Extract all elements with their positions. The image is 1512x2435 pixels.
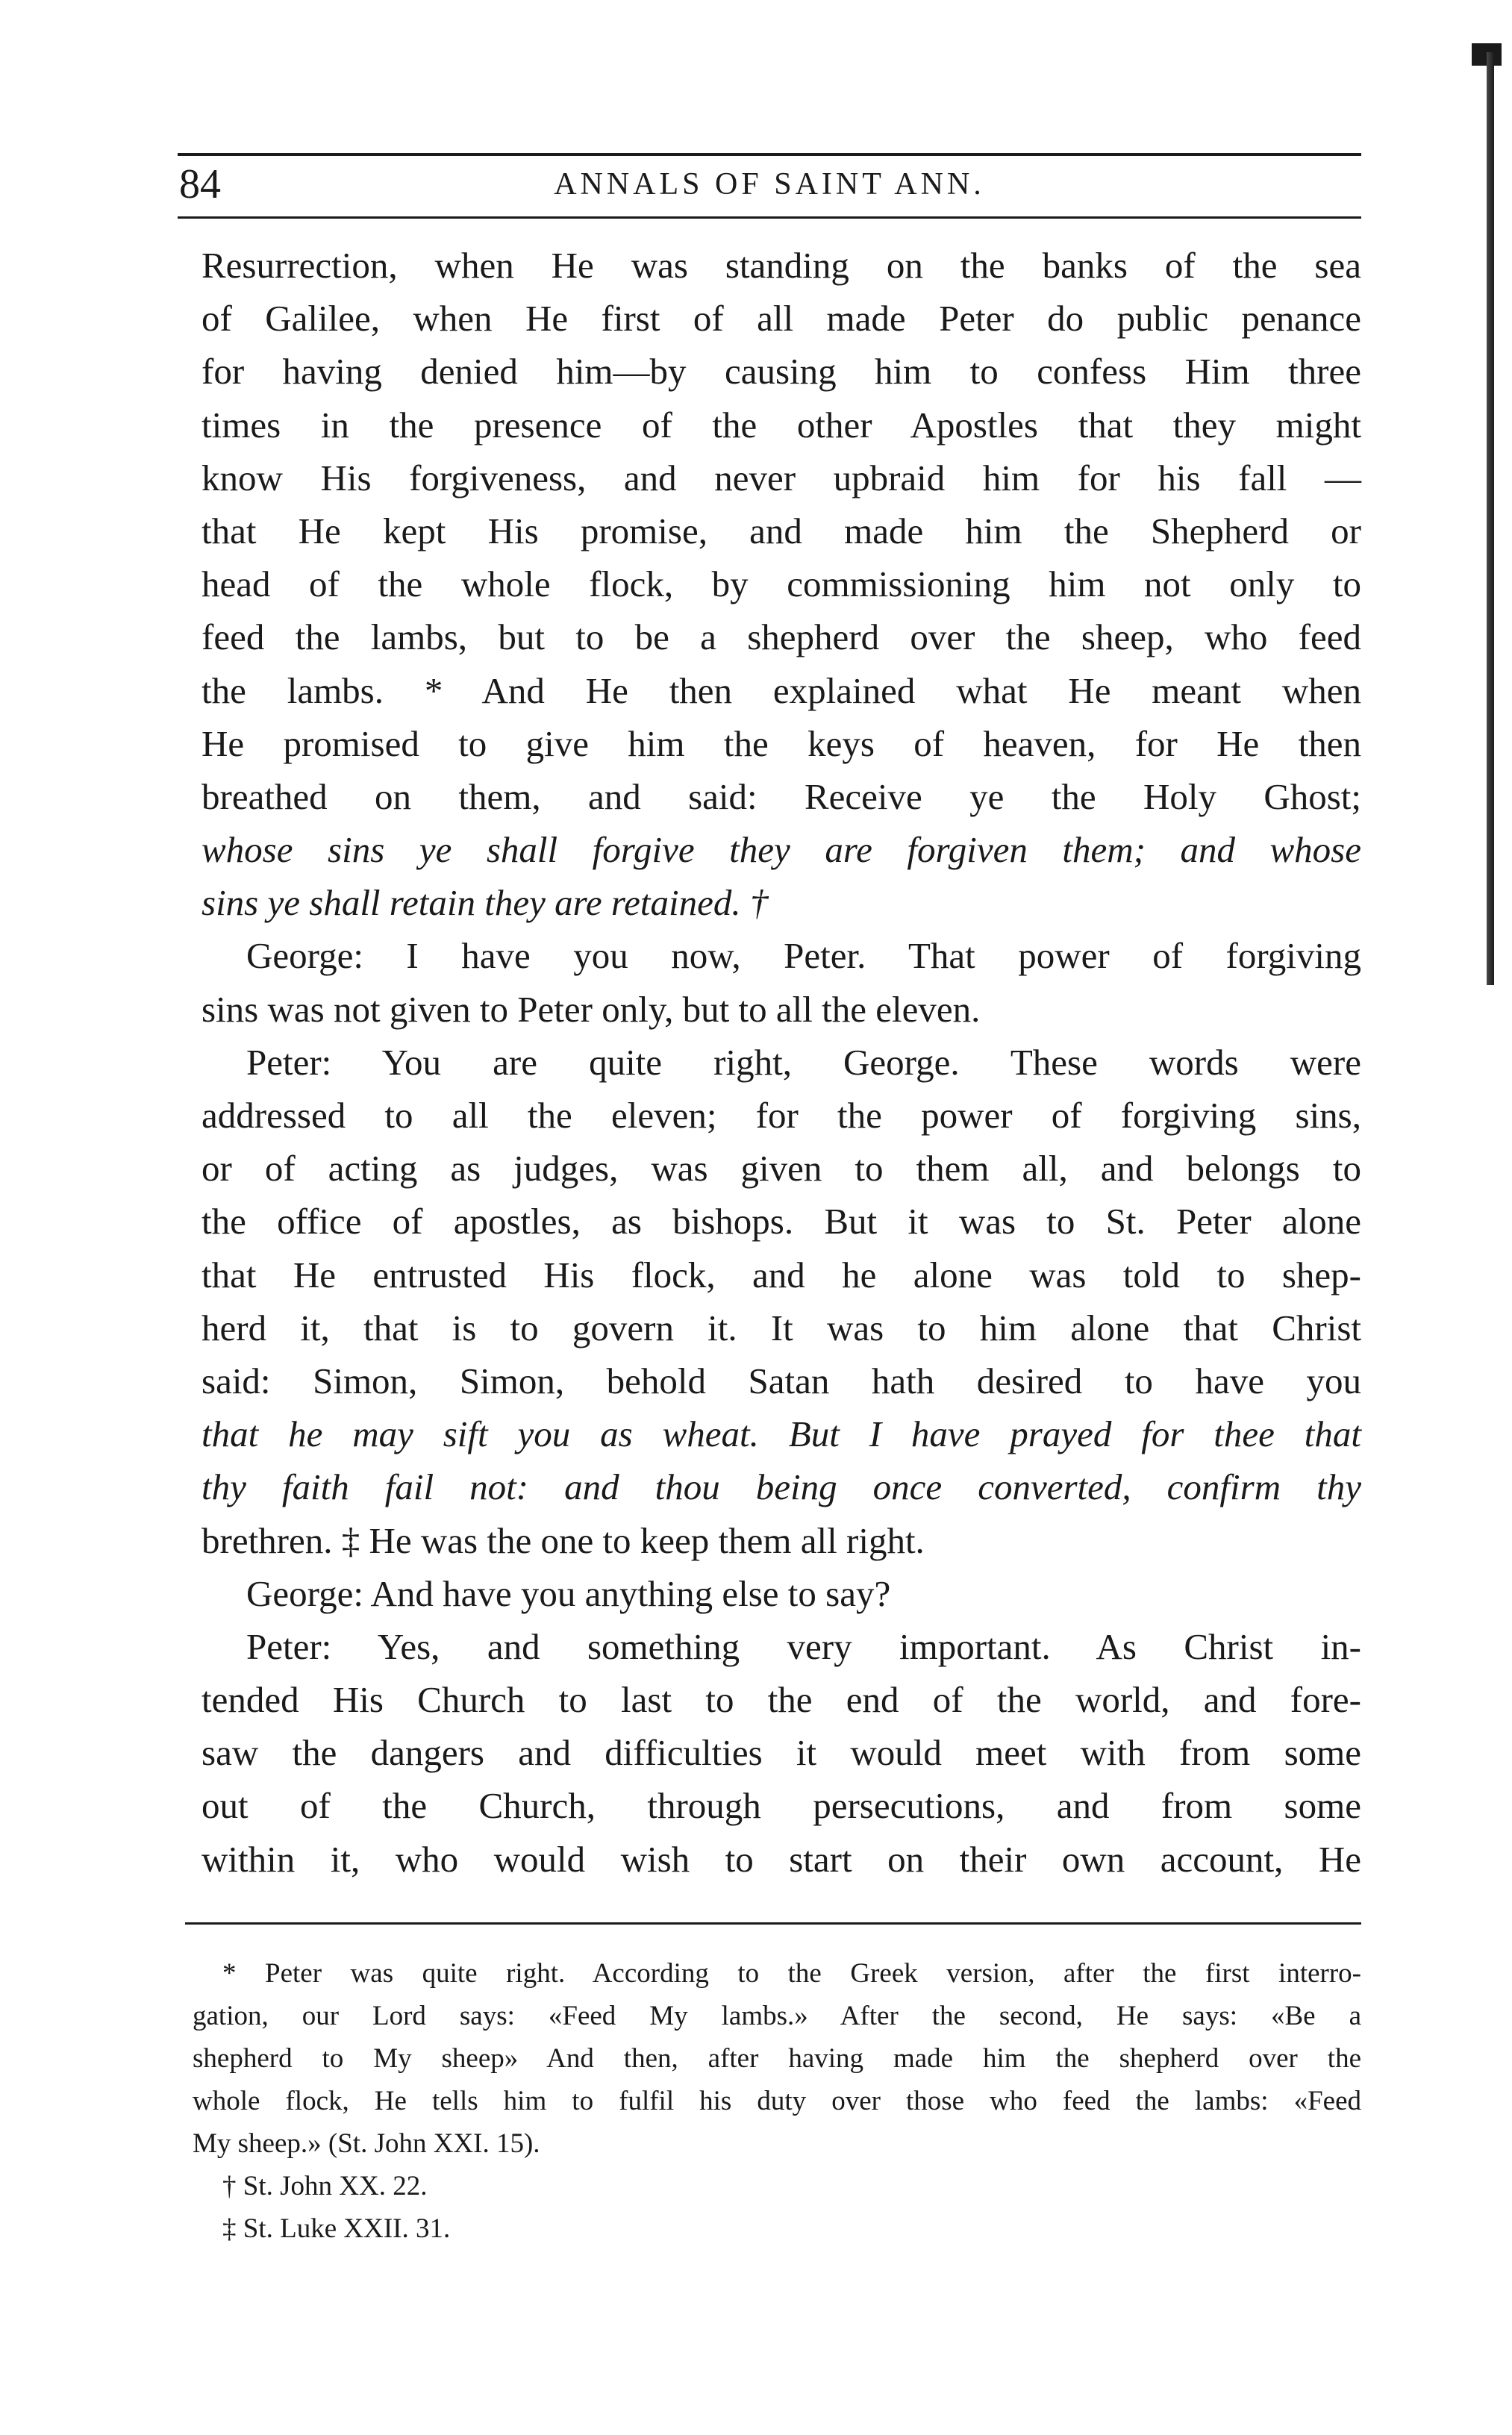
body-line: for having denied him—by causing him to confess Him three <box>202 351 1361 393</box>
footnote-line: * Peter was quite right. According to the Greek version, after the first interro- <box>222 1958 1361 1989</box>
body-line: the office of apostles, as bishops. But it was to St. Peter alone <box>202 1201 1361 1242</box>
body-line: He promised to give him the keys of heaven, for He then <box>202 722 1361 764</box>
body-line: Peter: Yes, and something very important. As Christ in- <box>246 1625 1361 1667</box>
body-text <box>202 239 1361 1886</box>
running-title: ANNALS OF SAINT ANN. <box>554 167 985 201</box>
body-line: saw the dangers and difficulties it would meet with from some <box>202 1732 1361 1774</box>
body-line: out of the Church, through persecutions, and from some <box>202 1785 1361 1827</box>
body-line: sins was not given to Peter only, but to all the eleven. <box>202 988 981 1030</box>
footnote-line: gation, our Lord says: «Feed My lambs.» After the second, He says: «Be a <box>193 2001 1361 2031</box>
body-line: Peter: You are quite right, George. These words were <box>246 1041 1361 1083</box>
body-line: that he may sift you as wheat. But I have prayed for thee that <box>202 1413 1361 1455</box>
footnote-line: My sheep.» (St. John XXI. 15). <box>193 2128 540 2159</box>
footnote-line: whole flock, He tells him to fulfil his duty over those who feed the lambs: «Feed <box>193 2086 1361 2116</box>
body-line: thy faith fail not: and thou being once converted, confirm thy <box>202 1466 1361 1508</box>
footnotes <box>193 1952 1361 2250</box>
body-line: the lambs. * And He then explained what He meant when <box>202 669 1361 711</box>
body-line: times in the presence of the other Apostles that they might <box>202 404 1361 446</box>
body-line: tended His Church to last to the end of the world, and fore- <box>202 1679 1361 1721</box>
footnote-line: shepherd to My sheep» And then, after having made him the shepherd over the <box>193 2043 1361 2074</box>
body-line: George: I have you now, Peter. That power of forgiving <box>246 935 1361 977</box>
body-line: herd it, that is to govern it. It was to him alone that Christ <box>202 1307 1361 1348</box>
body-line: whose sins ye shall forgive they are forgiven them; and whose <box>202 829 1361 871</box>
body-line: feed the lambs, but to be a shepherd over the sheep, who feed <box>202 616 1361 658</box>
footnote-line: † St. John XX. 22. <box>222 2171 428 2201</box>
body-line: know His forgiveness, and never upbraid him for his fall — <box>202 457 1361 498</box>
page-number: 84 <box>179 161 221 207</box>
page-edge-bar <box>1487 52 1494 985</box>
body-line: breathed on them, and said: Receive ye the Holy Ghost; <box>202 775 1361 817</box>
body-line: that He entrusted His flock, and he alone was told to shep- <box>202 1254 1361 1295</box>
body-line: within it, who would wish to start on their own account, He <box>202 1838 1361 1880</box>
body-line: brethren. ‡ He was the one to keep them all right. <box>202 1519 925 1561</box>
body-line: George: And have you anything else to say? <box>246 1572 891 1614</box>
running-header <box>178 160 1361 213</box>
body-line: said: Simon, Simon, behold Satan hath desired to have you <box>202 1360 1361 1401</box>
body-line: Resurrection, when He was standing on the banks of the sea <box>202 245 1361 286</box>
header-bottom-rule <box>178 216 1361 219</box>
body-line: of Galilee, when He first of all made Peter do public penance <box>202 298 1361 340</box>
body-line: addressed to all the eleven; for the power of forgiving sins, <box>202 1095 1361 1136</box>
footnote-rule <box>185 1922 1361 1925</box>
body-line: or of acting as judges, was given to them all, and belongs to <box>202 1148 1361 1190</box>
body-line: that He kept His promise, and made him the Shepherd or <box>202 510 1361 551</box>
header-top-rule <box>178 153 1361 156</box>
footnote-line: ‡ St. Luke XXII. 31. <box>222 2213 451 2244</box>
body-line: sins ye shall retain they are retained. † <box>202 882 769 924</box>
body-line: head of the whole flock, by commissioning him not only to <box>202 563 1361 605</box>
